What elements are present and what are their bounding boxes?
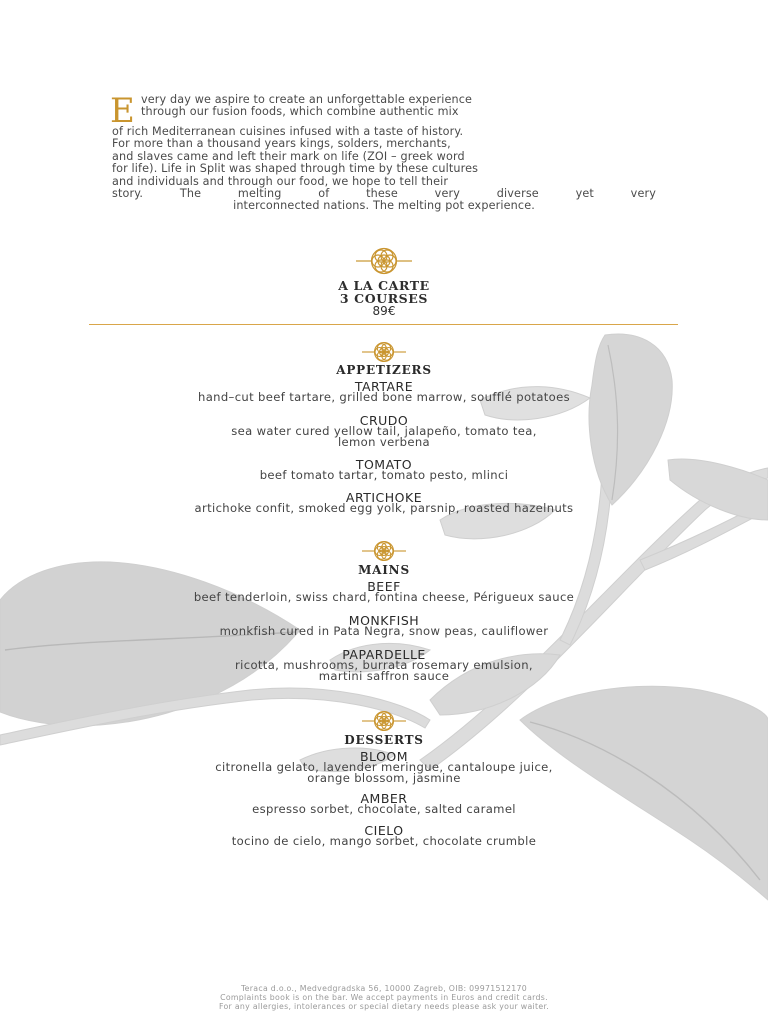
dish-name: PAPARDELLE — [342, 647, 426, 662]
flower-of-life-icon — [356, 246, 412, 276]
dish-description: artichoke confit, smoked egg yolk, parsnip, roasted hazelnuts — [194, 501, 574, 515]
dish-description: sea water cured yellow tail, jalapeño, tomato tea, — [231, 424, 537, 438]
intro-line: of rich Mediterranean cuisines infused with a taste of history. — [112, 125, 464, 138]
intro-line: For more than a thousand years kings, solders, merchants, — [112, 137, 451, 151]
dish-name: CIELO — [364, 823, 404, 838]
footer-line: Complaints book is on the bar. We accept payments in Euros and credit cards. — [220, 993, 548, 1002]
intro-paragraph — [110, 91, 656, 213]
footer-line: Teraca d.o.o., Medvedgradska 56, 10000 Zagreb, OIB: 09971512170 — [240, 984, 528, 993]
dish-description: monkfish cured in Pata Negra, snow peas, cauliflower — [219, 624, 549, 638]
footer-legal — [0, 984, 768, 1011]
intro-line: very day we aspire to create an unforgettable experience — [140, 93, 473, 106]
dish-description: martini saffron sauce — [318, 669, 450, 683]
section-title-desserts: DESSERTS — [344, 733, 424, 747]
dish-name: CRUDO — [359, 413, 409, 428]
dish-description: tocino de cielo, mango sorbet, chocolate crumble — [231, 834, 537, 848]
menu-title: A LA CARTE — [338, 278, 430, 293]
footer-line: For any allergies, intolerances or special dietary needs please ask your waiter. — [218, 1002, 550, 1011]
drop-cap-letter: E — [110, 91, 135, 131]
dish-name: TOMATO — [355, 457, 413, 472]
dish-name: AMBER — [360, 791, 408, 806]
section-title-mains: MAINS — [358, 563, 410, 577]
intro-line: for life). Life in Split was shaped through time by these cultures — [112, 162, 479, 176]
section-title-appetizers: APPETIZERS — [336, 363, 432, 377]
dish-name: TARTARE — [354, 379, 414, 394]
dish-description: ricotta, mushrooms, burrata rosemary emulsion, — [235, 658, 533, 672]
dish-name: MONKFISH — [348, 613, 420, 628]
dish-description: beef tomato tartar, tomato pesto, mlinci — [259, 468, 509, 482]
intro-line: and slaves came and left their mark on life (ZOI – greek word — [112, 149, 465, 163]
menu-courses: 3 COURSES — [339, 291, 429, 306]
flower-of-life-icon — [360, 341, 408, 363]
dish-description: citronella gelato, lavender meringue, cantaloupe juice, — [215, 760, 553, 774]
dish-description: orange blossom, jasmine — [307, 771, 461, 785]
dish-name: BLOOM — [359, 749, 409, 764]
dish-description: lemon verbena — [337, 435, 431, 449]
dish-description: beef tenderloin, swiss chard, fontina cheese, Périgueux sauce — [193, 590, 575, 604]
intro-line: story. The melting of these very diverse yet very — [112, 187, 656, 201]
intro-line: and individuals and through our food, we hope to tell their — [112, 174, 449, 188]
divider-line — [89, 324, 678, 325]
dish-name: ARTICHOKE — [345, 490, 423, 505]
flower-of-life-icon — [360, 540, 408, 562]
intro-line: interconnected nations. The melting pot experience. — [233, 199, 535, 213]
dish-description: hand–cut beef tartare, grilled bone marrow, soufflé potatoes — [198, 390, 570, 404]
flower-of-life-icon — [360, 710, 408, 732]
dish-name: BEEF — [367, 579, 401, 594]
intro-line: through our fusion foods, which combine authentic mix — [140, 105, 459, 119]
dish-description: espresso sorbet, chocolate, salted caramel — [252, 802, 516, 816]
menu-price: 89€ — [372, 304, 396, 318]
